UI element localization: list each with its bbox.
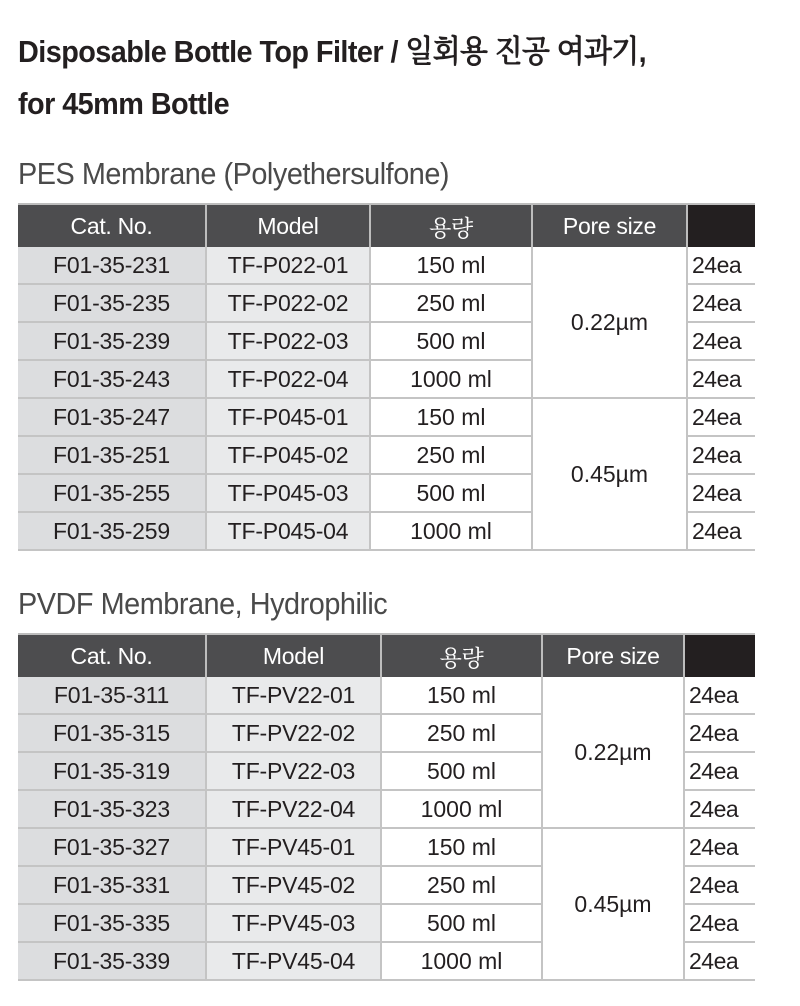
model-cell: TF-PV22-02 — [206, 714, 381, 752]
column-header-pack — [684, 634, 755, 677]
volume-cell: 250 ml — [370, 284, 532, 322]
pore-size-cell: 0.45µm — [542, 828, 684, 980]
cat-no-cell: F01-35-327 — [18, 828, 206, 866]
cat-no-cell: F01-35-239 — [18, 322, 206, 360]
model-cell: TF-PV22-03 — [206, 752, 381, 790]
volume-cell: 500 ml — [370, 474, 532, 512]
model-cell: TF-P045-02 — [206, 436, 370, 474]
model-cell: TF-P022-04 — [206, 360, 370, 398]
pack-qty-cell: 24ea — [687, 322, 755, 360]
pore-size-cell: 0.45µm — [532, 398, 687, 550]
volume-cell: 1000 ml — [370, 360, 532, 398]
table-row — [18, 398, 755, 436]
pore-size-cell: 0.22µm — [542, 677, 684, 828]
model-cell: TF-P045-04 — [206, 512, 370, 550]
volume-cell: 1000 ml — [381, 942, 542, 980]
table-header-row — [18, 634, 755, 677]
column-header-cat-no: Cat. No. — [18, 204, 206, 247]
pvdf-spec-table — [18, 633, 755, 981]
pvdf-section-heading: PVDF Membrane, Hydrophilic — [18, 586, 388, 621]
column-header-pack — [687, 204, 755, 247]
table-row — [18, 828, 755, 866]
volume-cell: 1000 ml — [370, 512, 532, 550]
model-cell: TF-PV22-01 — [206, 677, 381, 714]
pack-qty-cell: 24ea — [687, 398, 755, 436]
pack-qty-cell: 24ea — [687, 284, 755, 322]
pack-qty-cell: 24ea — [684, 866, 755, 904]
pes-section-heading: PES Membrane (Polyethersulfone) — [18, 156, 450, 191]
pack-qty-cell: 24ea — [684, 942, 755, 980]
column-header-model: Model — [206, 204, 370, 247]
cat-no-cell: F01-35-251 — [18, 436, 206, 474]
volume-cell: 250 ml — [370, 436, 532, 474]
volume-cell: 250 ml — [381, 866, 542, 904]
volume-cell: 500 ml — [381, 904, 542, 942]
table-row — [18, 247, 755, 284]
pack-qty-cell: 24ea — [687, 247, 755, 284]
cat-no-cell: F01-35-231 — [18, 247, 206, 284]
column-header-pore-size: Pore size — [532, 204, 687, 247]
model-cell: TF-PV22-04 — [206, 790, 381, 828]
model-cell: TF-PV45-01 — [206, 828, 381, 866]
cat-no-cell: F01-35-255 — [18, 474, 206, 512]
column-header-volume: 용량 — [370, 204, 532, 247]
cat-no-cell: F01-35-235 — [18, 284, 206, 322]
model-cell: TF-P022-03 — [206, 322, 370, 360]
model-cell: TF-PV45-04 — [206, 942, 381, 980]
model-cell: TF-P022-01 — [206, 247, 370, 284]
cat-no-cell: F01-35-315 — [18, 714, 206, 752]
volume-cell: 500 ml — [370, 322, 532, 360]
page-title-line-2: for 45mm Bottle — [18, 86, 230, 121]
cat-no-cell: F01-35-323 — [18, 790, 206, 828]
cat-no-cell: F01-35-311 — [18, 677, 206, 714]
pack-qty-cell: 24ea — [684, 828, 755, 866]
pack-qty-cell: 24ea — [687, 474, 755, 512]
table-header-row — [18, 204, 755, 247]
pack-qty-cell: 24ea — [684, 904, 755, 942]
model-cell: TF-P045-03 — [206, 474, 370, 512]
volume-cell: 150 ml — [381, 828, 542, 866]
cat-no-cell: F01-35-319 — [18, 752, 206, 790]
cat-no-cell: F01-35-259 — [18, 512, 206, 550]
model-cell: TF-P022-02 — [206, 284, 370, 322]
model-cell: TF-PV45-02 — [206, 866, 381, 904]
volume-cell: 150 ml — [381, 677, 542, 714]
cat-no-cell: F01-35-243 — [18, 360, 206, 398]
column-header-pore-size: Pore size — [542, 634, 684, 677]
pack-qty-cell: 24ea — [684, 752, 755, 790]
volume-cell: 1000 ml — [381, 790, 542, 828]
pack-qty-cell: 24ea — [687, 360, 755, 398]
volume-cell: 150 ml — [370, 398, 532, 436]
column-header-volume: 용량 — [381, 634, 542, 677]
model-cell: TF-PV45-03 — [206, 904, 381, 942]
volume-cell: 500 ml — [381, 752, 542, 790]
cat-no-cell: F01-35-331 — [18, 866, 206, 904]
pack-qty-cell: 24ea — [687, 436, 755, 474]
pack-qty-cell: 24ea — [684, 790, 755, 828]
volume-cell: 250 ml — [381, 714, 542, 752]
pack-qty-cell: 24ea — [684, 677, 755, 714]
cat-no-cell: F01-35-247 — [18, 398, 206, 436]
pore-size-cell: 0.22µm — [532, 247, 687, 398]
page-title-line-1: Disposable Bottle Top Filter / 일회용 진공 여과기, — [18, 34, 647, 69]
column-header-model: Model — [206, 634, 381, 677]
pack-qty-cell: 24ea — [687, 512, 755, 550]
table-row — [18, 677, 755, 714]
cat-no-cell: F01-35-339 — [18, 942, 206, 980]
pes-spec-table — [18, 203, 755, 551]
model-cell: TF-P045-01 — [206, 398, 370, 436]
volume-cell: 150 ml — [370, 247, 532, 284]
column-header-cat-no: Cat. No. — [18, 634, 206, 677]
cat-no-cell: F01-35-335 — [18, 904, 206, 942]
pack-qty-cell: 24ea — [684, 714, 755, 752]
